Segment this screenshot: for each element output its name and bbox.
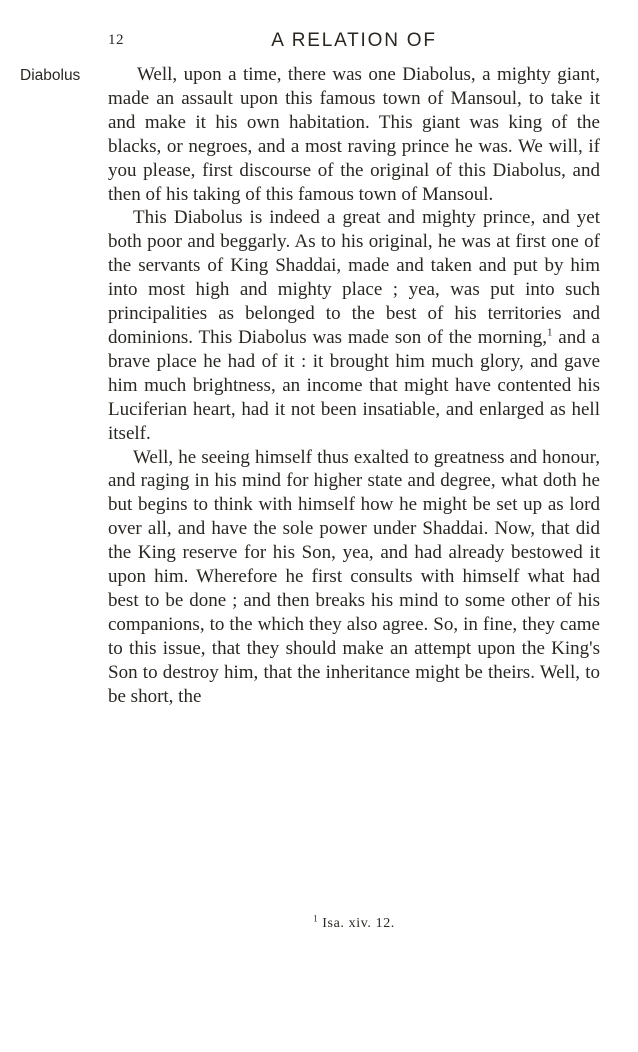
paragraph-3: Well, he seeing himself thus exalted to greatness and honour, and raging in his mind for higher state and degree, what doth he but begins to think with himself how he might be set up as lord over all, and have the sole power under Shaddai. Now, that did the King reserve for his Son, yea, and had already bestowed it upon him. Wherefore he first consults with himself what had best to be done ; and then breaks his mind to some other of his companions, to the which they also agree. So, in fine, they came to this issue, that they should make an attempt upon the King's Son to destroy him, that the inheritance might be theirs. Well, to be short, the <box>108 446 600 707</box>
paragraph-2-after: and a brave place he had of it : it brought him much glory, and gave him much brightness, an income that might have contented his Luciferian heart, had it not been insatiable, and enlarged as hell itself. <box>108 326 600 444</box>
paragraph-2-before: This Diabolus is indeed a great and mighty prince, and yet both poor and beggarly. As to his original, he was at first one of the servants of King Shaddai, made and taken and put by him into most high and mighty place ; yea, was put into such principalities as belonged to the best of his territories and dominions. This Diabolus was made son of the morning, <box>108 207 600 348</box>
paragraph-2 <box>108 206 600 445</box>
margin-note: Diabolus <box>20 67 81 84</box>
footnote-reference: 1 <box>546 326 553 339</box>
paragraph-1: Well, upon a time, there was one Diabolus, a mighty giant, made an assault upon this famous town of Mansoul, to take it and make it his own habitation. This giant was king of the blacks, or negroes, and a most raving prince he was. We will, if you please, first discourse of the original of this Diabolus, and then of his taking of this famous town of Mansoul. <box>108 64 600 205</box>
running-title: A RELATION OF <box>271 30 437 51</box>
footnote-text: Isa. xiv. 12. <box>318 916 395 931</box>
page-header <box>108 30 600 54</box>
footnote-marker: 1 <box>313 913 319 924</box>
footnote <box>108 913 600 932</box>
body-text <box>108 63 600 708</box>
page-number: 12 <box>108 32 124 48</box>
